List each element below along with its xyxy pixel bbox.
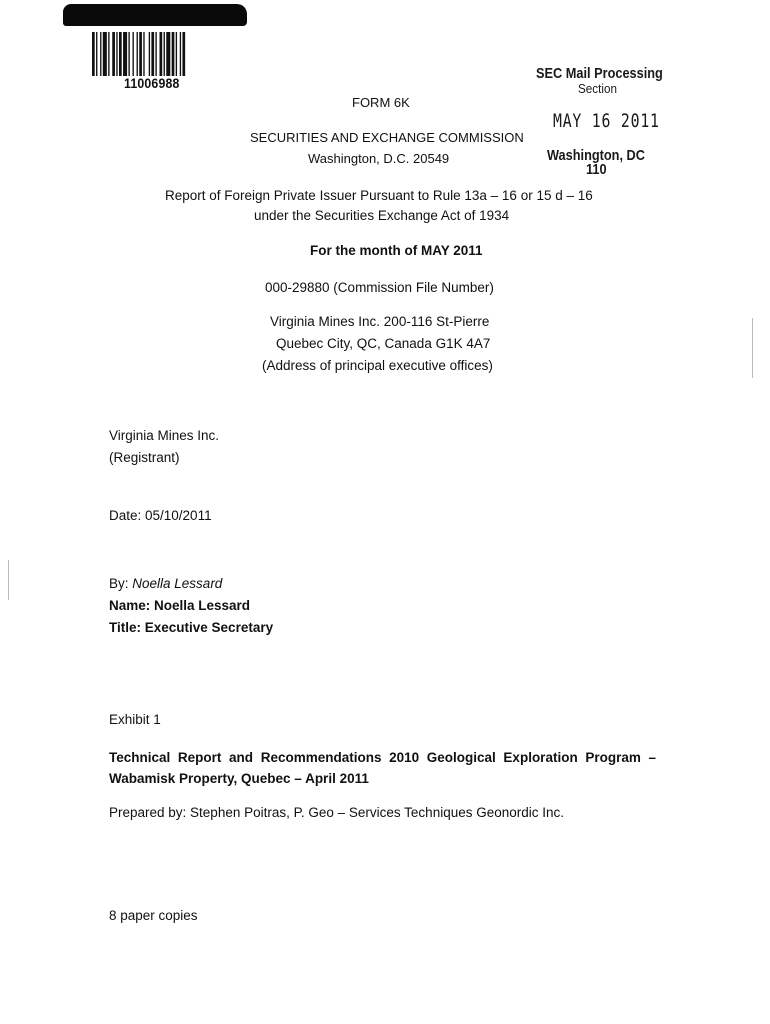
redaction-mark: [63, 4, 247, 26]
stamp-title: SEC Mail Processing: [536, 65, 663, 82]
address-line1: Virginia Mines Inc. 200-116 St-Pierre: [270, 314, 490, 329]
form-title: FORM 6K: [352, 95, 410, 110]
stamp-code: 110: [586, 161, 607, 178]
signature-by-label: By:: [109, 576, 133, 591]
address-caption: (Address of principal executive offices): [262, 358, 493, 373]
commission-file-number: 000-29880 (Commission File Number): [265, 280, 494, 295]
stamp-date: MAY 16 2011: [553, 110, 660, 132]
scan-artifact: [8, 560, 9, 600]
barcode-number: 11006988: [124, 75, 180, 91]
report-heading-line1: Report of Foreign Private Issuer Pursuant to Rule 13a – 16 or 15 d – 16: [165, 188, 593, 203]
address-line2: Quebec City, QC, Canada G1K 4A7: [276, 336, 491, 351]
signature-by-name: Noella Lessard: [132, 576, 223, 591]
report-month: For the month of MAY 2011: [310, 243, 483, 258]
commission-name: SECURITIES AND EXCHANGE COMMISSION: [250, 130, 524, 145]
registrant-label: (Registrant): [109, 450, 180, 465]
stamp-section: Section: [578, 81, 618, 96]
signature-by: [109, 576, 222, 591]
exhibit-label: Exhibit 1: [109, 712, 161, 727]
stamp-city: Washington, DC: [547, 147, 645, 164]
barcode-image: [92, 32, 222, 76]
exhibit-title: Technical Report and Recommendations 2010 Geological Exploration Program – Wabamisk Property, Quebec – April 2011: [109, 750, 656, 786]
filing-date: Date: 05/10/2011: [109, 508, 212, 523]
copies-note: 8 paper copies: [109, 908, 198, 923]
signatory-title: Title: Executive Secretary: [109, 620, 274, 635]
signatory-name: Name: Noella Lessard: [109, 598, 251, 613]
commission-location: Washington, D.C. 20549: [308, 151, 450, 166]
report-heading-line2: under the Securities Exchange Act of 1934: [254, 208, 510, 223]
registrant-name: Virginia Mines Inc.: [109, 428, 220, 443]
exhibit-prepared-by: Prepared by: Stephen Poitras, P. Geo – Services Techniques Geonordic Inc.: [109, 805, 565, 820]
scan-artifact: [752, 318, 753, 378]
